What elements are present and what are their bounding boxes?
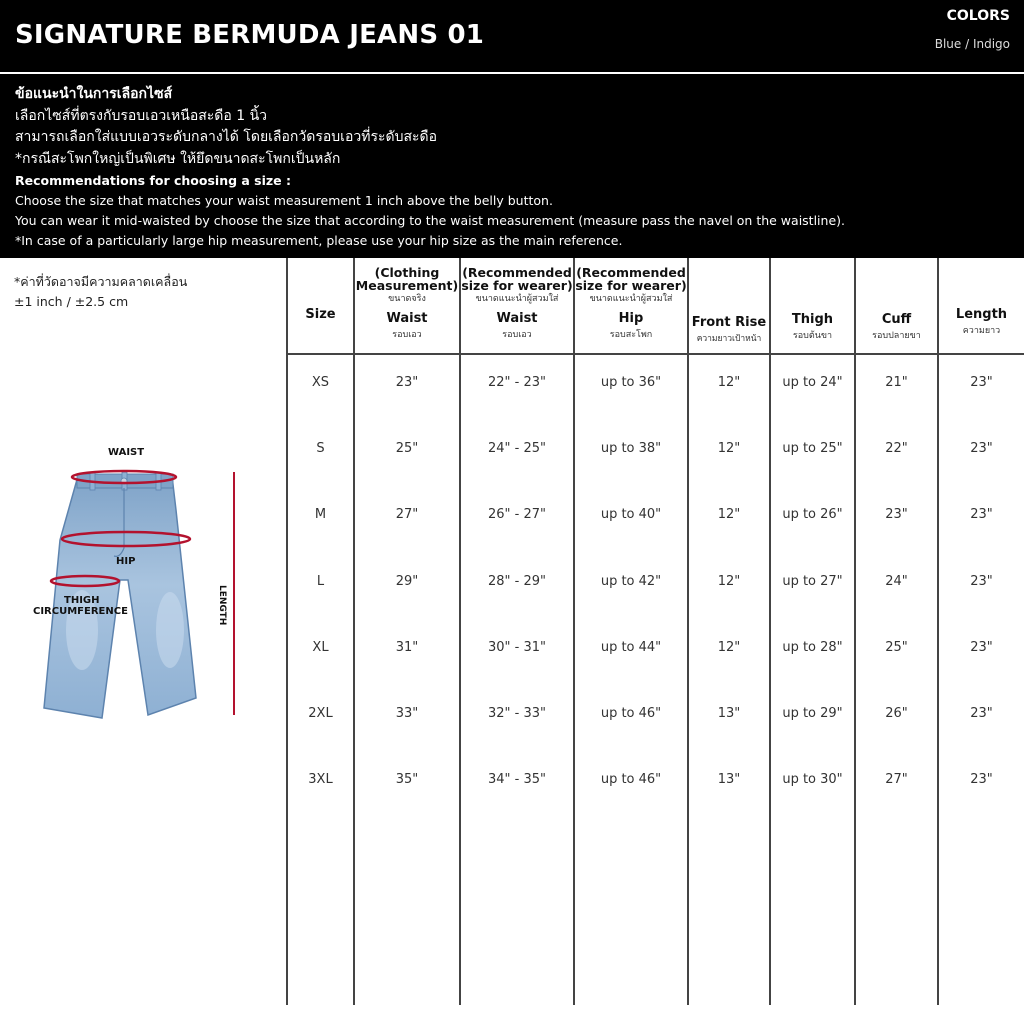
column-header-recommended-waist	[461, 258, 573, 353]
measurement-tolerance-note	[14, 272, 187, 312]
column-header-sub: ความยาว	[962, 326, 1001, 336]
column-divider	[854, 258, 856, 1005]
tolerance-note-th: *ค่าที่วัดอาจมีความคลาดเคลื่อน	[14, 274, 188, 289]
cell-front-rise: 12"	[717, 640, 741, 655]
size-chart-table	[286, 258, 1024, 1024]
cell-front-rise: 12"	[717, 375, 741, 390]
cell-cuff: 24"	[885, 574, 908, 589]
cell-cuff: 26"	[885, 706, 908, 721]
cell-size: 2XL	[308, 706, 333, 721]
thigh-label: THIGH	[64, 595, 100, 606]
cell-length: 23"	[970, 507, 993, 522]
column-header-paren: (Clothing Measurement)	[355, 265, 459, 293]
column-header-sub: ความยาวเป้าหน้า	[696, 334, 762, 344]
column-header-sub: รอบเอว	[502, 330, 532, 340]
column-header-main: Waist	[496, 311, 538, 326]
column-header-main: Thigh	[791, 312, 834, 327]
cell-recommended-waist: 34" - 35"	[488, 772, 546, 787]
column-header-paren: (Recommended size for wearer)	[461, 265, 573, 293]
cell-clothing-waist: 31"	[395, 640, 419, 655]
cell-clothing-waist: 35"	[395, 772, 419, 787]
column-header-th: ขนาดจริง	[388, 294, 426, 304]
cell-recommended-waist: 28" - 29"	[488, 574, 546, 589]
recommendation-th-line: สามารถเลือกใส่แบบเอวระดับกลางได้ โดยเลือกวัดรอบเอวที่ระดับสะดือ	[15, 129, 438, 145]
cell-recommended-waist: 32" - 33"	[488, 706, 546, 721]
cell-recommended-hip: up to 46"	[600, 772, 662, 787]
cell-front-rise: 13"	[717, 706, 741, 721]
cell-size: M	[314, 507, 327, 522]
cell-recommended-hip: up to 44"	[600, 640, 662, 655]
cell-size: S	[316, 441, 325, 456]
cell-length: 23"	[970, 375, 993, 390]
column-header-sub: รอบต้นขา	[792, 331, 833, 341]
column-header-size	[288, 258, 353, 353]
column-divider	[769, 258, 771, 1005]
column-header-thigh	[771, 258, 854, 353]
cell-recommended-hip: up to 40"	[600, 507, 662, 522]
column-header-front-rise	[689, 258, 769, 353]
column-divider	[937, 258, 939, 1005]
cell-recommended-hip: up to 38"	[600, 441, 662, 456]
cell-front-rise: 13"	[717, 772, 741, 787]
column-header-sub: รอบปลายขา	[872, 331, 921, 341]
column-header-main: Hip	[618, 311, 644, 326]
column-header-sub: รอบสะโพก	[609, 330, 653, 340]
cell-thigh: up to 30"	[782, 772, 843, 787]
column-header-recommended-hip	[575, 258, 687, 353]
column-header-main: Front Rise	[691, 315, 767, 330]
colors-value: Blue / Indigo	[934, 37, 1010, 51]
column-header-main: Size	[305, 307, 336, 322]
column-header-main: Cuff	[881, 312, 912, 327]
column-header-paren: (Recommended size for wearer)	[575, 265, 687, 293]
header-banner	[0, 0, 1024, 258]
jeans-image	[20, 430, 280, 730]
cell-recommended-hip: up to 42"	[600, 574, 662, 589]
column-header-main: Waist	[386, 311, 428, 326]
column-header-main: Length	[955, 307, 1008, 322]
cell-thigh: up to 27"	[782, 574, 843, 589]
cell-recommended-waist: 22" - 23"	[488, 375, 546, 390]
recommendation-th-line: เลือกไซส์ที่ตรงกับรอบเอวเหนือสะดือ 1 นิ้ว	[15, 107, 268, 124]
cell-thigh: up to 26"	[782, 507, 843, 522]
cell-recommended-hip: up to 36"	[600, 375, 662, 390]
cell-length: 23"	[970, 706, 993, 721]
cell-cuff: 25"	[885, 640, 908, 655]
cell-length: 23"	[970, 441, 993, 456]
recommendations-title-en: Recommendations for choosing a size :	[15, 173, 292, 188]
cell-front-rise: 12"	[717, 507, 741, 522]
cell-size: L	[316, 574, 325, 589]
cell-length: 23"	[970, 640, 993, 655]
column-header-clothing-waist	[355, 258, 459, 353]
page-title: SIGNATURE BERMUDA JEANS 01	[15, 20, 485, 50]
column-divider	[286, 258, 288, 1005]
recommendation-th-line: *กรณีสะโพกใหญ่เป็นพิเศษ ให้ยึดขนาดสะโพกเป็นหลัก	[15, 150, 341, 167]
cell-length: 23"	[970, 574, 993, 589]
cell-clothing-waist: 33"	[395, 706, 419, 721]
cell-size: XL	[312, 640, 329, 655]
cell-recommended-hip: up to 46"	[600, 706, 662, 721]
header-divider-line	[286, 353, 1024, 355]
cell-cuff: 21"	[885, 375, 908, 390]
column-header-sub: รอบเอว	[392, 330, 422, 340]
cell-size: 3XL	[308, 772, 333, 787]
column-header-cuff	[856, 258, 937, 353]
cell-clothing-waist: 23"	[395, 375, 419, 390]
column-divider	[687, 258, 689, 1005]
cell-recommended-waist: 26" - 27"	[488, 507, 546, 522]
circumference-label: CIRCUMFERENCE	[33, 606, 128, 617]
cell-clothing-waist: 27"	[395, 507, 419, 522]
recommendations-title-th: ข้อแนะนำในการเลือกไซส์	[15, 86, 173, 102]
cell-thigh: up to 29"	[782, 706, 843, 721]
column-header-th: ขนาดแนะนำผู้สวมใส่	[589, 294, 673, 304]
cell-thigh: up to 25"	[782, 441, 843, 456]
hip-label: HIP	[116, 556, 136, 567]
jeans-measurement-illustration	[20, 430, 280, 730]
cell-thigh: up to 28"	[782, 640, 843, 655]
cell-cuff: 23"	[885, 507, 908, 522]
cell-clothing-waist: 29"	[395, 574, 419, 589]
column-header-length	[939, 258, 1024, 353]
recommendation-en-line: Choose the size that matches your waist measurement 1 inch above the belly button.	[15, 193, 553, 208]
cell-cuff: 27"	[885, 772, 908, 787]
waist-label: WAIST	[108, 447, 145, 458]
recommendations-block	[15, 84, 1015, 251]
cell-front-rise: 12"	[717, 441, 741, 456]
cell-thigh: up to 24"	[782, 375, 843, 390]
column-divider	[353, 258, 355, 1005]
length-label: LENGTH	[217, 585, 227, 626]
cell-length: 23"	[970, 772, 993, 787]
colors-label: COLORS	[946, 8, 1010, 24]
cell-clothing-waist: 25"	[395, 441, 419, 456]
column-header-th: ขนาดแนะนำผู้สวมใส่	[475, 294, 559, 304]
cell-recommended-waist: 30" - 31"	[488, 640, 546, 655]
tolerance-note-en: ±1 inch / ±2.5 cm	[14, 294, 129, 309]
recommendation-en-line: *In case of a particularly large hip measurement, please use your hip size as the main reference.	[15, 233, 623, 248]
column-divider	[459, 258, 461, 1005]
header-divider	[0, 72, 1024, 74]
cell-front-rise: 12"	[717, 574, 741, 589]
recommendation-en-line: You can wear it mid-waisted by choose the size that according to the waist measurement (measure pass the navel on the waistline).	[15, 213, 845, 228]
column-divider	[573, 258, 575, 1005]
cell-recommended-waist: 24" - 25"	[488, 441, 546, 456]
cell-cuff: 22"	[885, 441, 908, 456]
cell-size: XS	[311, 375, 330, 390]
